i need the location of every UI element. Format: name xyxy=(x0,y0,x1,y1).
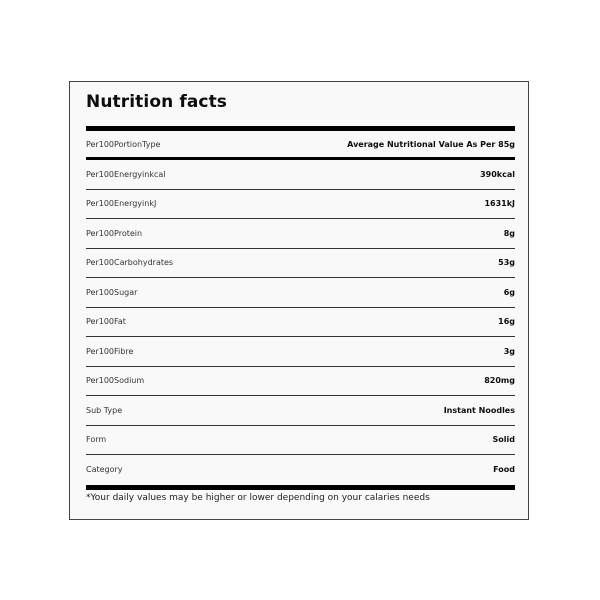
nutrition-row-portion-type xyxy=(86,131,515,160)
row-label: Per100PortionType xyxy=(86,139,161,149)
bottom-divider xyxy=(86,485,515,490)
row-value: Instant Noodles xyxy=(443,405,515,415)
row-label: Per100Sodium xyxy=(86,376,145,386)
row-value: 3g xyxy=(503,346,515,356)
row-value: 390kcal xyxy=(480,169,515,179)
row-value: 16g xyxy=(498,317,515,327)
nutrition-row-energy-kcal xyxy=(86,160,515,190)
nutrition-table xyxy=(86,131,515,485)
panel-title: Nutrition facts xyxy=(86,92,228,112)
row-value: 8g xyxy=(503,228,515,238)
nutrition-row-sugar xyxy=(86,278,515,308)
row-label: Sub Type xyxy=(86,405,123,415)
row-label: Per100Energyinkcal xyxy=(86,169,166,179)
row-label: Per100Fibre xyxy=(86,346,134,356)
nutrition-row-protein xyxy=(86,219,515,249)
row-value: 6g xyxy=(503,287,515,297)
nutrition-row-sodium xyxy=(86,367,515,397)
nutrition-row-energy-kj xyxy=(86,190,515,220)
row-value: Food xyxy=(493,465,515,475)
row-label: Form xyxy=(86,435,107,445)
daily-values-footnote: *Your daily values may be higher or lower depending on your calaries needs xyxy=(86,493,430,503)
row-value: Average Nutritional Value As Per 85g xyxy=(347,139,515,149)
nutrition-row-fibre xyxy=(86,337,515,367)
row-value: Solid xyxy=(492,435,515,445)
nutrition-row-carbohydrates xyxy=(86,249,515,279)
row-value: 820mg xyxy=(484,376,515,386)
row-value: 53g xyxy=(498,258,515,268)
row-label: Per100EnergyinkJ xyxy=(86,199,157,209)
row-value: 1631kJ xyxy=(484,199,515,209)
row-label: Per100Carbohydrates xyxy=(86,258,174,268)
row-label: Category xyxy=(86,465,123,475)
nutrition-row-fat xyxy=(86,308,515,338)
nutrition-row-form xyxy=(86,426,515,456)
nutrition-row-category xyxy=(86,455,515,485)
row-label: Per100Protein xyxy=(86,228,143,238)
row-label: Per100Fat xyxy=(86,317,126,327)
nutrition-row-sub-type xyxy=(86,396,515,426)
nutrition-facts-panel xyxy=(69,81,529,520)
row-label: Per100Sugar xyxy=(86,287,138,297)
